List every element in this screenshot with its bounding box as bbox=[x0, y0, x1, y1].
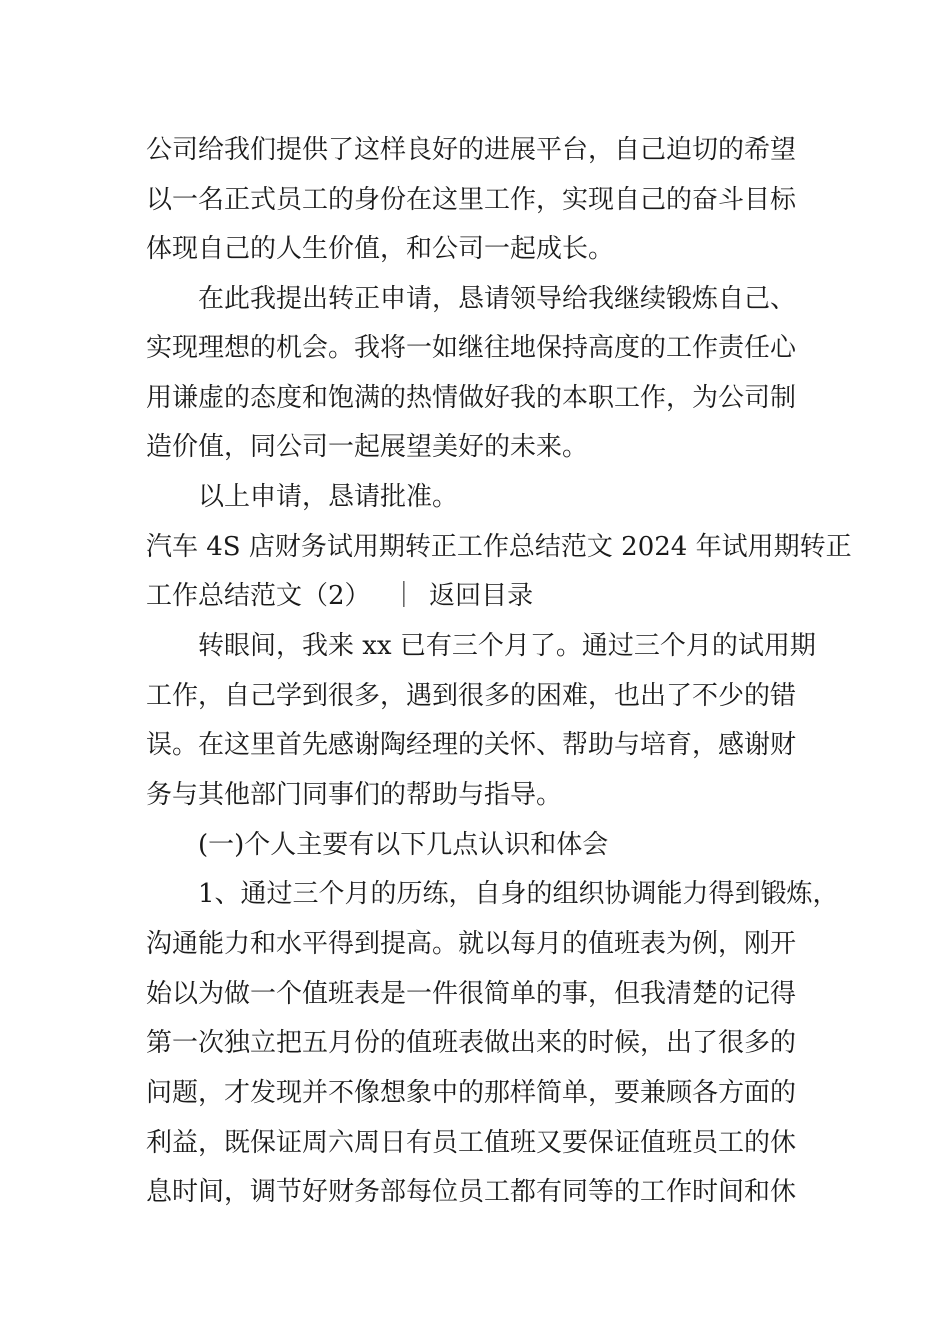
text-line: 工作，自己学到很多，遇到很多的困难，也出了不少的错 bbox=[146, 681, 797, 711]
subsection-title: (一)个人主要有以下几点认识和体会 bbox=[198, 830, 609, 860]
text-line: 体现自己的人生价值，和公司一起成长。 bbox=[146, 234, 615, 264]
text-line: 以一名正式员工的身份在这里工作，实现自己的奋斗目标 bbox=[146, 185, 797, 215]
text-line: 利益，既保证周六周日有员工值班又要保证值班员工的休 bbox=[146, 1128, 797, 1158]
text-line: 务与其他部门同事们的帮助与指导。 bbox=[146, 780, 563, 810]
text-line: 公司给我们提供了这样良好的进展平台，自己迫切的希望 bbox=[146, 135, 797, 165]
section-heading-line2 bbox=[146, 578, 533, 614]
text-line: 1、通过三个月的历练，自身的组织协调能力得到锻炼， bbox=[198, 879, 839, 909]
text-line: 沟通能力和水平得到提高。就以每月的值班表为例，刚开 bbox=[146, 929, 797, 959]
text-line: 在此我提出转正申请，恳请领导给我继续锻炼自己、 bbox=[198, 284, 797, 314]
text-line: 始以为做一个值班表是一件很简单的事，但我清楚的记得 bbox=[146, 979, 797, 1009]
section-heading: 汽车 4S 店财务试用期转正工作总结范文 2024 年试用期转正 bbox=[146, 532, 852, 562]
heading-separator: ｜ bbox=[390, 581, 417, 611]
heading-text: 工作总结范文（2） bbox=[146, 581, 371, 611]
text-line: 问题，才发现并不像想象中的那样简单，要兼顾各方面的 bbox=[146, 1078, 797, 1108]
text-line: 转眼间，我来 xx 已有三个月了。通过三个月的试用期 bbox=[198, 631, 816, 661]
text-line: 误。在这里首先感谢陶经理的关怀、帮助与培育，感谢财 bbox=[146, 730, 797, 760]
back-to-toc-link[interactable]: 返回目录 bbox=[429, 581, 534, 611]
text-line: 以上申请，恳请批准。 bbox=[198, 482, 459, 512]
text-line: 息时间，调节好财务部每位员工都有同等的工作时间和休 bbox=[146, 1177, 797, 1207]
text-line: 第一次独立把五月份的值班表做出来的时候，出了很多的 bbox=[146, 1028, 797, 1058]
text-line: 实现理想的机会。我将一如继往地保持高度的工作责任心 bbox=[146, 333, 797, 363]
text-line: 造价值，同公司一起展望美好的未来。 bbox=[146, 432, 589, 462]
text-line: 用谦虚的态度和饱满的热情做好我的本职工作，为公司制 bbox=[146, 383, 797, 413]
